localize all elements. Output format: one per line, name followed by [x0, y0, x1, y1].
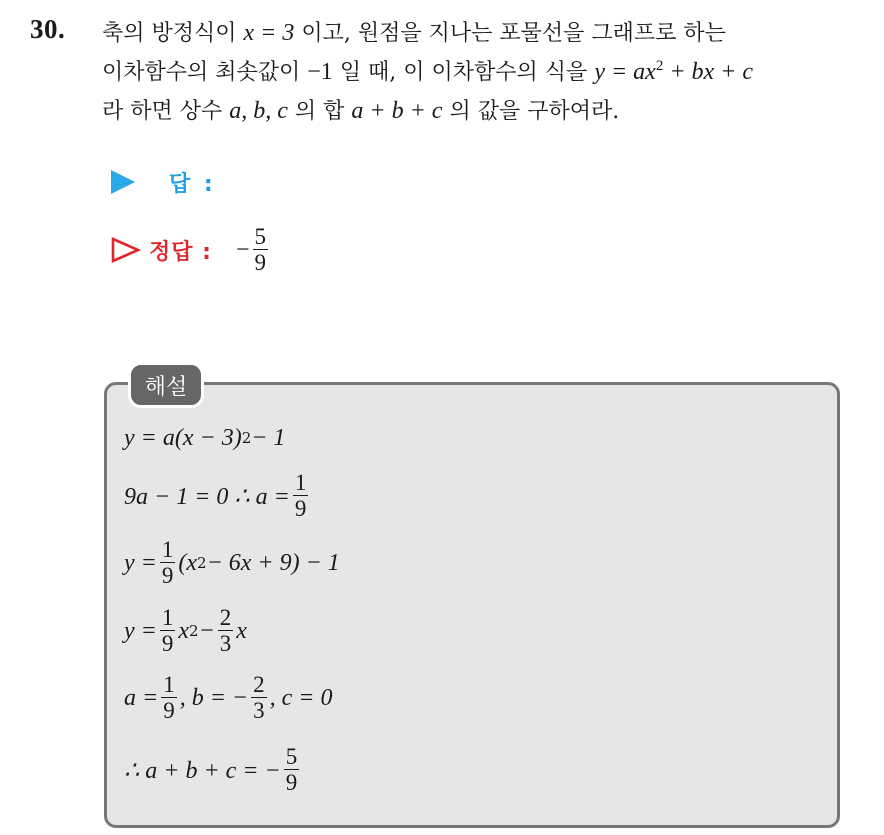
solution-fraction: $\frac{1}{9}$	[294, 469, 307, 521]
correct-answer-label: 정답 :	[149, 239, 212, 265]
solution-fraction: $\frac{1}{9}$	[161, 604, 174, 656]
outline-triangle-icon	[111, 237, 141, 263]
q2-min-value: −1	[307, 59, 333, 85]
q3-text: 라 하면 상수	[102, 99, 223, 124]
solution-fraction: $\frac{5}{9}$	[285, 743, 298, 795]
q3-constants: a, b, c	[229, 98, 288, 124]
question-text	[102, 14, 872, 131]
fraction-denominator: 9	[254, 249, 267, 275]
q2-text-2: 일 때, 이 이차함수의 식을	[339, 60, 588, 85]
q2-text: 이차함수의 최솟값이	[102, 60, 301, 85]
play-triangle-icon	[111, 170, 135, 194]
solution-line-1: y = a(x − 3) 2 − 1	[124, 424, 286, 451]
solution-line-5: a = $\frac{1}{9}$ , b = − $\frac{2}{3}$ , c = 0	[124, 671, 333, 723]
q1-text-2: 이고, 원점을 지나는 포물선을 그래프로 하는	[301, 21, 726, 46]
solution-fraction: $\frac{2}{3}$	[253, 671, 265, 723]
correct-answer-fraction	[253, 225, 269, 276]
correct-answer-sign: −	[235, 236, 250, 263]
correct-answer-row	[111, 222, 271, 278]
solution-fraction: $\frac{1}{9}$	[161, 536, 174, 588]
solution-line-3: y = $\frac{1}{9}$ (x 2 − 6x + 9) − 1	[124, 536, 340, 588]
solution-line-2: 9a − 1 = 0 ∴ a = $\frac{1}{9}$	[124, 469, 307, 521]
correct-answer-value	[236, 225, 271, 276]
q3-text-3: 의 값을 구하여라.	[449, 99, 620, 124]
question-line-3	[102, 92, 872, 131]
solution-tag: 해설	[128, 362, 204, 408]
q3-sum: a + b + c	[351, 98, 443, 124]
answer-label: 답 :	[169, 171, 216, 197]
question-number: 30.	[30, 14, 66, 44]
answer-row	[111, 165, 216, 199]
solution-line-6: ∴ a + b + c = − $\frac{5}{9}$	[124, 743, 298, 795]
q1-text: 축의 방정식이	[102, 21, 237, 46]
question-line-1	[102, 14, 872, 53]
fraction-numerator: 5	[254, 223, 267, 249]
q3-text-2: 의 합	[294, 99, 345, 124]
solution-fraction: $\frac{2}{3}$	[219, 604, 232, 656]
solution-line-4: y = $\frac{1}{9}$ x 2 − $\frac{2}{3}$ x	[124, 604, 247, 656]
question-line-2	[102, 53, 872, 92]
q2-function-form: $y = ax^2$ + bx + c	[594, 58, 754, 85]
solution-fraction: $\frac{1}{9}$	[163, 671, 175, 723]
q1-axis-equation: x = 3	[243, 20, 295, 46]
